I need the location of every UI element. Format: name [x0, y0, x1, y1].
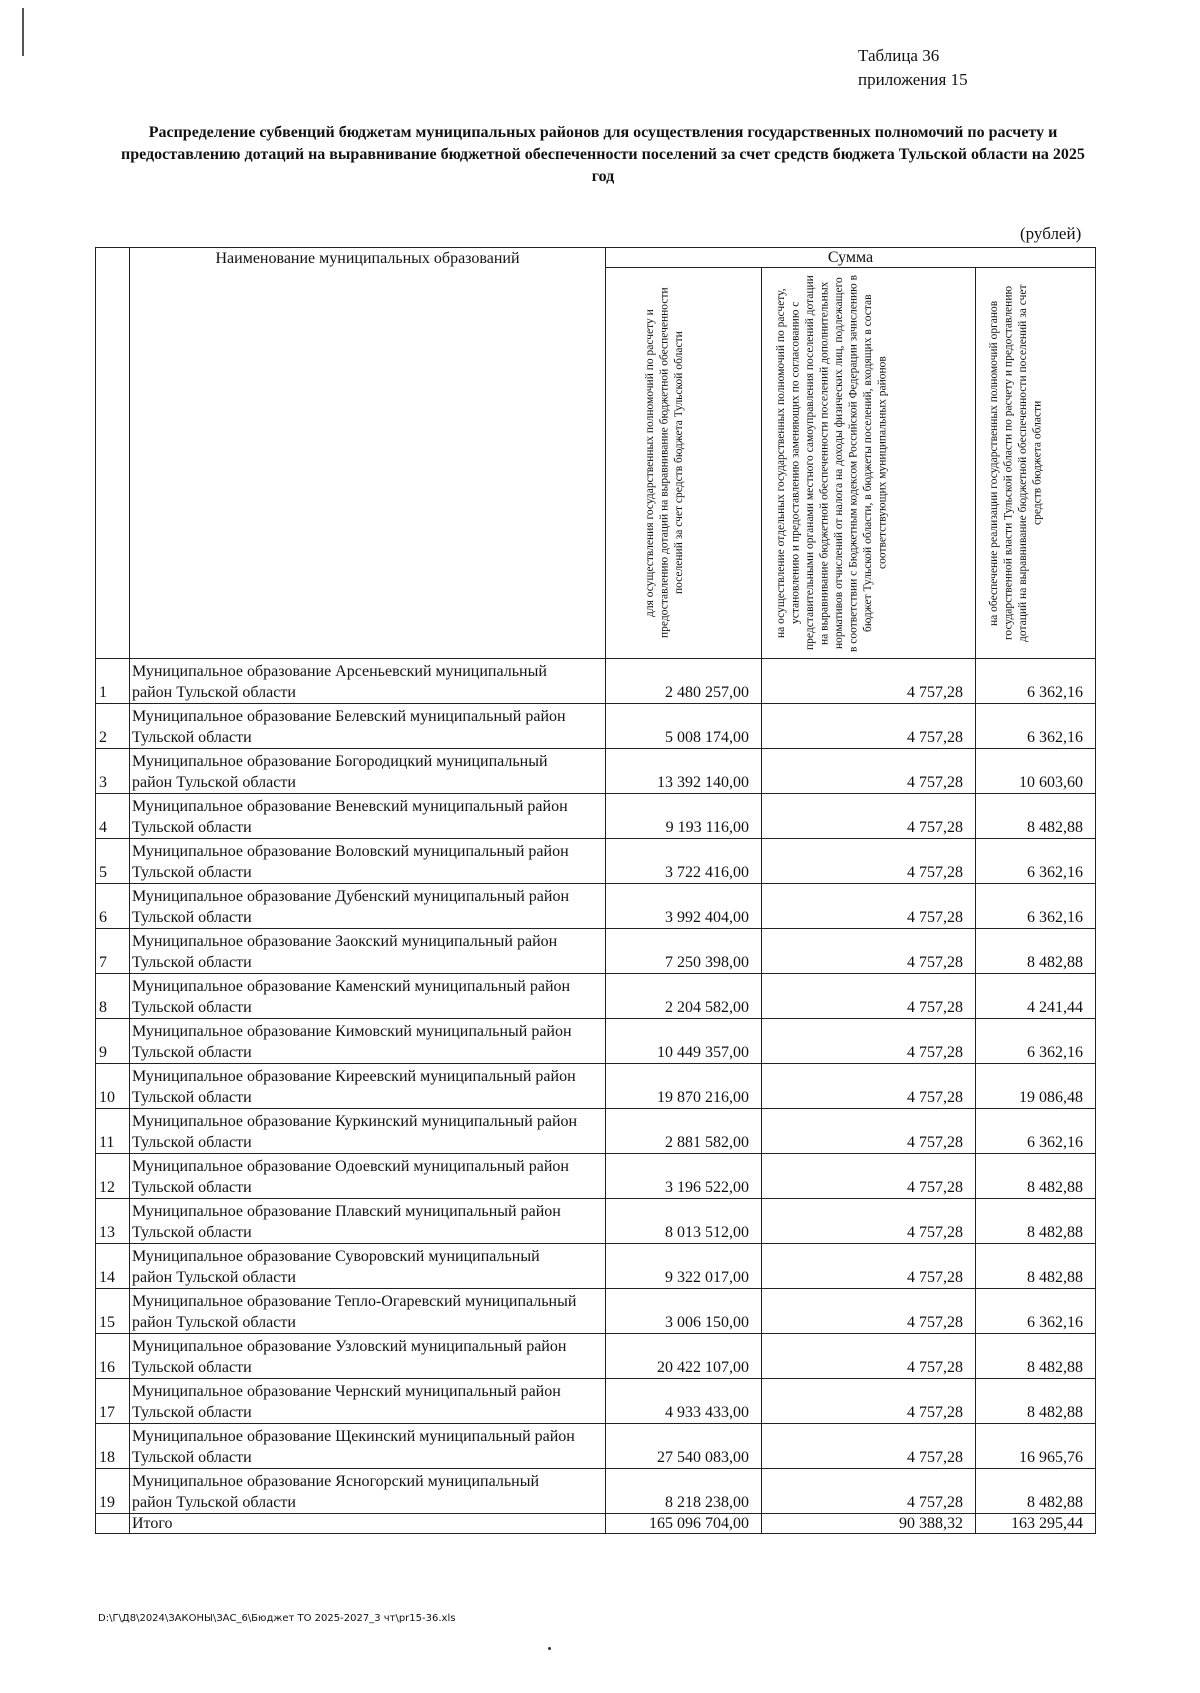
- row-amount-c: 8 482,88: [976, 1334, 1096, 1379]
- table-row: [96, 659, 1096, 704]
- row-municipality-name: [130, 1289, 606, 1334]
- row-amount-b: 4 757,28: [762, 1424, 976, 1469]
- row-name-line1: Муниципальное образование Дубенский муниципальный район: [132, 888, 570, 905]
- row-name-line2: район Тульской области: [132, 684, 296, 701]
- table-row: [96, 1424, 1096, 1469]
- row-amount-c: 6 362,16: [976, 659, 1096, 704]
- unit-label: (рублей): [1020, 224, 1082, 243]
- table-row: [96, 794, 1096, 839]
- row-amount-a: 2 204 582,00: [606, 974, 762, 1019]
- row-amount-b: 4 757,28: [762, 1244, 976, 1289]
- row-number: 8: [96, 974, 130, 1019]
- row-name-line1: Муниципальное образование Воловский муниципальный район: [132, 843, 569, 860]
- table-row: [96, 1199, 1096, 1244]
- row-municipality-name: [130, 704, 606, 749]
- row-number: 13: [96, 1199, 130, 1244]
- row-municipality-name: [130, 1154, 606, 1199]
- row-name-line2: район Тульской области: [132, 1314, 296, 1331]
- row-amount-a: 8 013 512,00: [606, 1199, 762, 1244]
- row-municipality-name: [130, 1109, 606, 1154]
- row-amount-b: 4 757,28: [762, 749, 976, 794]
- row-amount-a: 4 933 433,00: [606, 1379, 762, 1424]
- row-name-line2: Тульской области: [132, 1359, 252, 1376]
- header-col-a: [606, 268, 762, 659]
- row-amount-a: 20 422 107,00: [606, 1334, 762, 1379]
- total-amount-c: 163 295,44: [976, 1514, 1096, 1534]
- row-amount-c: 8 482,88: [976, 794, 1096, 839]
- row-amount-c: 16 965,76: [976, 1424, 1096, 1469]
- row-amount-b: 4 757,28: [762, 1064, 976, 1109]
- table-row: [96, 1244, 1096, 1289]
- row-number: 2: [96, 704, 130, 749]
- row-amount-b: 4 757,28: [762, 884, 976, 929]
- subsidy-table: [95, 247, 1096, 1534]
- row-amount-a: 13 392 140,00: [606, 749, 762, 794]
- row-name-line1: Муниципальное образование Одоевский муниципальный район: [132, 1158, 569, 1175]
- total-amount-a: 165 096 704,00: [606, 1514, 762, 1534]
- row-amount-b: 4 757,28: [762, 1109, 976, 1154]
- row-amount-a: 5 008 174,00: [606, 704, 762, 749]
- row-name-line2: Тульской области: [132, 999, 252, 1016]
- row-amount-b: 4 757,28: [762, 974, 976, 1019]
- row-name-line2: Тульской области: [132, 864, 252, 881]
- table-row: [96, 1379, 1096, 1424]
- row-municipality-name: [130, 884, 606, 929]
- file-path: D:\Г\Д8\2024\ЗАКОНЫ\ЗАС_6\Бюджет ТО 2025-2027_3 чт\pr15-36.xls: [98, 1613, 456, 1624]
- row-name-line1: Муниципальное образование Киреевский муниципальный район: [132, 1068, 576, 1085]
- row-municipality-name: [130, 1199, 606, 1244]
- row-number: 14: [96, 1244, 130, 1289]
- row-name-line2: Тульской области: [132, 1179, 252, 1196]
- row-number: 6: [96, 884, 130, 929]
- row-number: 16: [96, 1334, 130, 1379]
- row-name-line1: Муниципальное образование Каменский муниципальный район: [132, 978, 571, 995]
- row-number: 3: [96, 749, 130, 794]
- row-amount-c: 6 362,16: [976, 1109, 1096, 1154]
- row-amount-c: 8 482,88: [976, 1199, 1096, 1244]
- header-col-b: [762, 268, 976, 659]
- row-number: 7: [96, 929, 130, 974]
- row-name-line2: Тульской области: [132, 1224, 252, 1241]
- table-row: [96, 1289, 1096, 1334]
- row-amount-c: 8 482,88: [976, 1469, 1096, 1514]
- row-name-line2: район Тульской области: [132, 774, 296, 791]
- table-number-block: [858, 44, 968, 92]
- table-row: [96, 1109, 1096, 1154]
- table-row: [96, 1154, 1096, 1199]
- header-col-a-text: для осуществления государственных полномочий по расчету и предоставлению дотаций на выравнивание бюджетной обеспеченности поселений за счет средств бюджета Тульской области: [643, 287, 685, 639]
- row-amount-a: 3 992 404,00: [606, 884, 762, 929]
- row-amount-a: 10 449 357,00: [606, 1019, 762, 1064]
- row-municipality-name: [130, 929, 606, 974]
- row-amount-b: 4 757,28: [762, 1199, 976, 1244]
- row-name-line2: Тульской области: [132, 1044, 252, 1061]
- header-col-c: [976, 268, 1096, 659]
- table-row: [96, 749, 1096, 794]
- row-amount-c: 8 482,88: [976, 929, 1096, 974]
- row-amount-a: 7 250 398,00: [606, 929, 762, 974]
- row-name-line2: район Тульской области: [132, 1494, 296, 1511]
- total-label: Итого: [130, 1514, 606, 1534]
- table-row: [96, 974, 1096, 1019]
- row-amount-c: 8 482,88: [976, 1379, 1096, 1424]
- row-amount-a: 3 006 150,00: [606, 1289, 762, 1334]
- row-amount-c: 6 362,16: [976, 704, 1096, 749]
- row-amount-b: 4 757,28: [762, 659, 976, 704]
- row-name-line1: Муниципальное образование Арсеньевский муниципальный: [132, 663, 547, 680]
- row-name-line1: Муниципальное образование Веневский муниципальный район: [132, 798, 568, 815]
- appendix-label: приложения 15: [858, 70, 968, 89]
- row-amount-c: 6 362,16: [976, 884, 1096, 929]
- row-name-line2: район Тульской области: [132, 1269, 296, 1286]
- row-amount-a: 2 480 257,00: [606, 659, 762, 704]
- row-name-line2: Тульской области: [132, 729, 252, 746]
- row-amount-c: 8 482,88: [976, 1244, 1096, 1289]
- row-amount-b: 4 757,28: [762, 1289, 976, 1334]
- row-amount-c: 6 362,16: [976, 1289, 1096, 1334]
- row-amount-b: 4 757,28: [762, 1154, 976, 1199]
- row-amount-b: 4 757,28: [762, 1379, 976, 1424]
- table-row: [96, 1469, 1096, 1514]
- table-row: [96, 884, 1096, 929]
- row-name-line2: Тульской области: [132, 909, 252, 926]
- row-municipality-name: [130, 1064, 606, 1109]
- row-name-line1: Муниципальное образование Плавский муниципальный район: [132, 1203, 561, 1220]
- row-amount-a: 3 722 416,00: [606, 839, 762, 884]
- row-name-line2: Тульской области: [132, 1089, 252, 1106]
- row-municipality-name: [130, 659, 606, 704]
- header-sum-cell: Сумма: [606, 248, 1096, 268]
- row-municipality-name: [130, 1334, 606, 1379]
- row-municipality-name: [130, 1424, 606, 1469]
- row-amount-c: 8 482,88: [976, 1154, 1096, 1199]
- row-name-line2: Тульской области: [132, 1404, 252, 1421]
- row-name-line1: Муниципальное образование Тепло-Огаревский муниципальный: [132, 1293, 577, 1310]
- row-number: 18: [96, 1424, 130, 1469]
- row-number: 1: [96, 659, 130, 704]
- row-number: 15: [96, 1289, 130, 1334]
- row-amount-a: 2 881 582,00: [606, 1109, 762, 1154]
- row-name-line1: Муниципальное образование Чернский муниципальный район: [132, 1383, 561, 1400]
- row-name-line1: Муниципальное образование Белевский муниципальный район: [132, 708, 566, 725]
- row-name-line1: Муниципальное образование Кимовский муниципальный район: [132, 1023, 572, 1040]
- table-row: [96, 704, 1096, 749]
- row-number: 4: [96, 794, 130, 839]
- row-amount-b: 4 757,28: [762, 794, 976, 839]
- row-amount-c: 10 603,60: [976, 749, 1096, 794]
- row-municipality-name: [130, 794, 606, 839]
- row-name-line2: Тульской области: [132, 1449, 252, 1466]
- row-amount-c: 6 362,16: [976, 1019, 1096, 1064]
- page-dot: [548, 1647, 551, 1650]
- row-amount-b: 4 757,28: [762, 704, 976, 749]
- row-name-line1: Муниципальное образование Щекинский муниципальный район: [132, 1428, 575, 1445]
- row-municipality-name: [130, 974, 606, 1019]
- row-amount-b: 4 757,28: [762, 1019, 976, 1064]
- row-number: 5: [96, 839, 130, 884]
- row-name-line1: Муниципальное образование Ясногорский муниципальный: [132, 1473, 539, 1490]
- row-name-line1: Муниципальное образование Заокский муниципальный район: [132, 933, 558, 950]
- header-col-c-text: на обеспечение реализации государственных полномочий органов государственной власти Тульской области по расчету и предоставлению дотаций на выравнивание бюджетной обеспеченности поселений за счет средств бюджета области: [987, 284, 1043, 642]
- row-amount-b: 4 757,28: [762, 929, 976, 974]
- row-name-line2: Тульской области: [132, 954, 252, 971]
- row-name-line2: Тульской области: [132, 1134, 252, 1151]
- row-name-line2: Тульской области: [132, 819, 252, 836]
- total-row: [96, 1514, 1096, 1534]
- row-amount-a: 27 540 083,00: [606, 1424, 762, 1469]
- row-number: 19: [96, 1469, 130, 1514]
- margin-mark: [22, 8, 24, 56]
- row-amount-c: 4 241,44: [976, 974, 1096, 1019]
- row-municipality-name: [130, 1019, 606, 1064]
- table-row: [96, 1064, 1096, 1109]
- row-municipality-name: [130, 749, 606, 794]
- row-amount-a: 3 196 522,00: [606, 1154, 762, 1199]
- header-num-cell: [96, 248, 130, 659]
- row-amount-c: 19 086,48: [976, 1064, 1096, 1109]
- row-name-line1: Муниципальное образование Суворовский муниципальный: [132, 1248, 540, 1265]
- table-row: [96, 839, 1096, 884]
- row-amount-a: 9 193 116,00: [606, 794, 762, 839]
- row-amount-a: 8 218 238,00: [606, 1469, 762, 1514]
- row-municipality-name: [130, 839, 606, 884]
- row-name-line1: Муниципальное образование Богородицкий муниципальный: [132, 753, 548, 770]
- row-name-line1: Муниципальное образование Узловский муниципальный район: [132, 1338, 567, 1355]
- row-amount-a: 19 870 216,00: [606, 1064, 762, 1109]
- row-amount-b: 4 757,28: [762, 1469, 976, 1514]
- row-amount-c: 6 362,16: [976, 839, 1096, 884]
- row-number: 17: [96, 1379, 130, 1424]
- row-number: 9: [96, 1019, 130, 1064]
- row-number: 11: [96, 1109, 130, 1154]
- row-number: 12: [96, 1154, 130, 1199]
- table-row: [96, 929, 1096, 974]
- row-amount-b: 4 757,28: [762, 839, 976, 884]
- document-title: Распределение субвенций бюджетам муниципальных районов для осуществления государственных полномочий по расчету и предоставлению дотаций на выравнивание бюджетной обеспеченности поселений за счет средств бюджета Тульской области на 2025 год: [121, 124, 1085, 185]
- total-amount-b: 90 388,32: [762, 1514, 976, 1534]
- header-row-1: [96, 248, 1096, 268]
- table-row: [96, 1334, 1096, 1379]
- table-row: [96, 1019, 1096, 1064]
- row-amount-a: 9 322 017,00: [606, 1244, 762, 1289]
- row-municipality-name: [130, 1244, 606, 1289]
- row-number: 10: [96, 1064, 130, 1109]
- total-num-cell: [96, 1514, 130, 1534]
- row-name-line1: Муниципальное образование Куркинский муниципальный район: [132, 1113, 578, 1130]
- table-number: Таблица 36: [858, 46, 940, 65]
- row-municipality-name: [130, 1379, 606, 1424]
- row-municipality-name: [130, 1469, 606, 1514]
- header-name-cell: Наименование муниципальных образований: [130, 248, 606, 659]
- row-amount-b: 4 757,28: [762, 1334, 976, 1379]
- header-col-b-text: на осуществление отдельных государственных полномочий по расчету, установлению и предоставлению заменяющих по согласованию с представительными органами местного самоуправления поселений дотации на выравнивание бюджетной обеспеченности поселений дополнительных нормативов отчислений от налога на доходы физических лиц, подлежащего в соответствии с Бюджетным кодексом Российской Федерации зачислению в бюджет Тульской области, в бюджеты поселений, входящих в состав соответствующих муниципальных районов: [774, 274, 888, 652]
